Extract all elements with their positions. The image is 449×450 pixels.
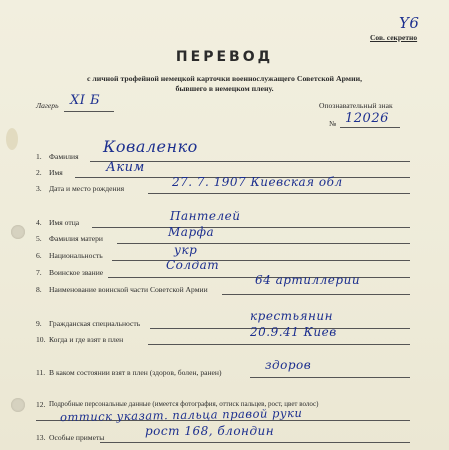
field-label: Особые приметы [49,433,105,442]
birth-value: 27. 7. 1907 Киевская обл [172,175,343,189]
camp-label: Лагерь [36,101,59,110]
field-label: Воинское звание [49,268,104,277]
unit-value: 64 артиллерии [255,273,361,287]
punch-hole [11,398,25,412]
field-label: Подробные персональные данные (имеется фотография, оттиск пальцев, рост, цвет волос) [49,400,319,408]
secrecy-label: Сов. секретно [370,33,418,42]
camp-value: XI Б [70,93,101,108]
nationality-value: укр [174,243,198,257]
id-tag-number-prefix: № [329,119,337,128]
field-label: Национальность [49,251,103,260]
handwritten-code: Y6 [399,14,420,32]
field-label: Имя отца [49,218,80,227]
condition-value: здоров [265,358,312,372]
field-label: Имя [49,168,63,177]
field-label: Дата и место рождения [49,184,125,193]
father-name-value: Пантелей [170,209,241,223]
profession-value: крестьянин [250,309,334,323]
subtitle-line-2: бывшего в немецком плену. [175,84,274,93]
field-label: Когда и где взят в плен [49,335,124,344]
id-tag-value: 12026 [345,111,389,126]
personal-data-value: оттиск указат. пальца правой руки [59,405,303,425]
field-label: Фамилия [49,152,79,161]
capture-value: 20.9.41 Киев [250,325,337,339]
page-title: ПЕРЕВОД [175,49,274,65]
field-label: Гражданская специальность [49,319,141,328]
rank-value: Солдат [166,258,220,272]
punch-hole [11,225,25,239]
field-label: Наименование воинской части Советской Армии [49,285,208,294]
first-name-value: Аким [106,160,145,175]
field-label: Фамилия матери [49,234,103,243]
mother-name-value: Марфа [168,225,215,239]
id-tag-label: Опознавательный знак [319,101,393,110]
features-value: рост 168, блондин [145,424,275,438]
paper-stain [6,128,18,150]
subtitle-line-1: с личной трофейной немецкой карточки военнослужащего Советской Армии, [86,74,363,83]
surname-value: Коваленко [103,137,198,156]
field-label: В каком состоянии взят в плен (здоров, болен, ранен) [49,368,222,377]
